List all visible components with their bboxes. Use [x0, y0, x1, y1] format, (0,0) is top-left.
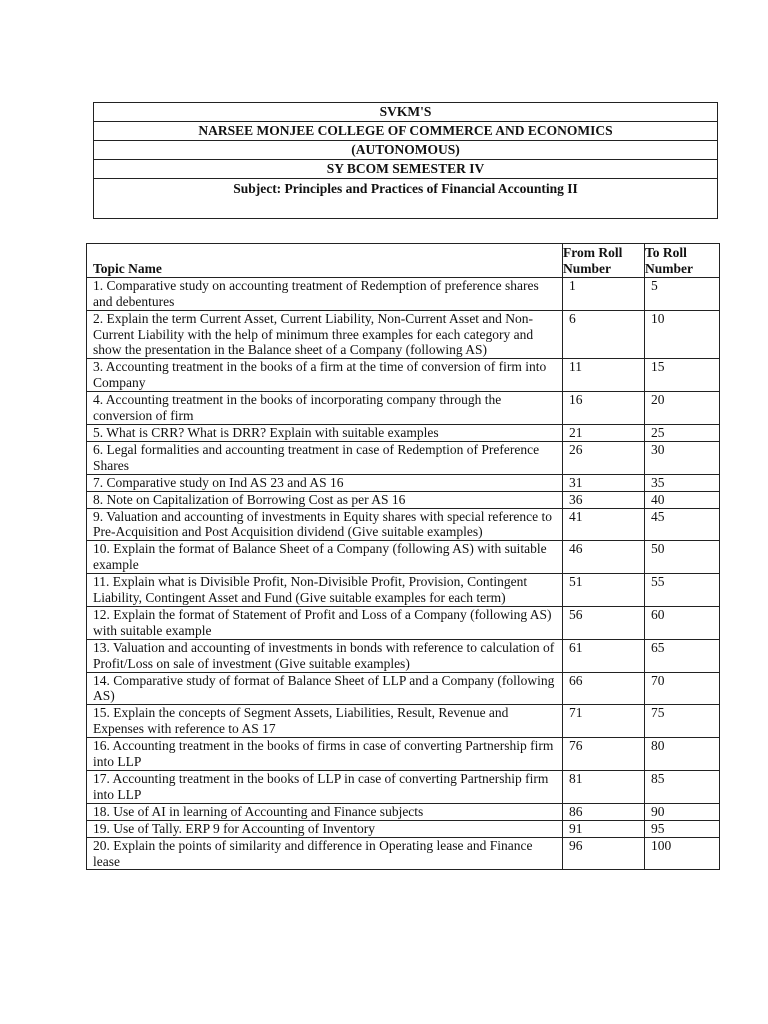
to-roll-cell: 85 [645, 771, 720, 804]
column-header-to-roll: To Roll Number [645, 244, 720, 278]
table-row [87, 310, 720, 359]
table-header-row [87, 244, 720, 278]
from-roll-cell: 51 [563, 574, 645, 607]
topic-cell: 11. Explain what is Divisible Profit, Non-Divisible Profit, Provision, Contingent Liability, Contingent Asset and Fund (Give suitable examples for each term) [87, 574, 563, 607]
table-row [87, 738, 720, 771]
table-row [87, 277, 720, 310]
header-row [94, 141, 718, 160]
from-roll-cell: 46 [563, 541, 645, 574]
topic-cell: 17. Accounting treatment in the books of LLP in case of converting Partnership firm into LLP [87, 771, 563, 804]
to-roll-cell: 15 [645, 359, 720, 392]
topic-cell: 4. Accounting treatment in the books of incorporating company through the conversion of firm [87, 392, 563, 425]
to-roll-cell: 25 [645, 424, 720, 441]
from-roll-cell: 36 [563, 491, 645, 508]
header-row [94, 103, 718, 122]
topic-cell: 7. Comparative study on Ind AS 23 and AS 16 [87, 474, 563, 491]
to-roll-cell: 10 [645, 310, 720, 359]
table-row [87, 639, 720, 672]
from-roll-cell: 91 [563, 820, 645, 837]
topic-cell: 13. Valuation and accounting of investments in bonds with reference to calculation of Profit/Loss on sale of investment (Give suitable examples) [87, 639, 563, 672]
table-row [87, 392, 720, 425]
topic-cell: 16. Accounting treatment in the books of firms in case of converting Partnership firm into LLP [87, 738, 563, 771]
to-roll-cell: 80 [645, 738, 720, 771]
table-row [87, 424, 720, 441]
topic-cell: 9. Valuation and accounting of investments in Equity shares with special reference to Pre-Acquisition and Post Acquisition dividend (Give suitable examples) [87, 508, 563, 541]
from-roll-cell: 86 [563, 803, 645, 820]
from-roll-cell: 61 [563, 639, 645, 672]
header-row [94, 179, 718, 219]
table-row [87, 803, 720, 820]
column-header-from-roll: From Roll Number [563, 244, 645, 278]
to-roll-cell: 95 [645, 820, 720, 837]
topic-cell: 8. Note on Capitalization of Borrowing Cost as per AS 16 [87, 491, 563, 508]
header-subject: Subject: Principles and Practices of Financial Accounting II [94, 179, 718, 219]
table-row [87, 771, 720, 804]
header-autonomous: (AUTONOMOUS) [94, 141, 718, 160]
topic-cell: 3. Accounting treatment in the books of a firm at the time of conversion of firm into Company [87, 359, 563, 392]
from-roll-cell: 26 [563, 441, 645, 474]
table-row [87, 606, 720, 639]
topic-cell: 12. Explain the format of Statement of Profit and Loss of a Company (following AS) with suitable example [87, 606, 563, 639]
topic-cell: 5. What is CRR? What is DRR? Explain with suitable examples [87, 424, 563, 441]
to-roll-cell: 30 [645, 441, 720, 474]
from-roll-cell: 66 [563, 672, 645, 705]
header-semester: SY BCOM SEMESTER IV [94, 160, 718, 179]
to-roll-cell: 40 [645, 491, 720, 508]
from-roll-cell: 76 [563, 738, 645, 771]
to-roll-cell: 35 [645, 474, 720, 491]
topic-cell: 15. Explain the concepts of Segment Assets, Liabilities, Result, Revenue and Expenses with reference to AS 17 [87, 705, 563, 738]
topic-cell: 14. Comparative study of format of Balance Sheet of LLP and a Company (following AS) [87, 672, 563, 705]
from-roll-cell: 41 [563, 508, 645, 541]
from-roll-cell: 71 [563, 705, 645, 738]
table-row [87, 474, 720, 491]
to-roll-cell: 45 [645, 508, 720, 541]
topic-rows [87, 277, 720, 870]
topic-cell: 18. Use of AI in learning of Accounting and Finance subjects [87, 803, 563, 820]
header-college-name: NARSEE MONJEE COLLEGE OF COMMERCE AND ECONOMICS [94, 122, 718, 141]
to-roll-cell: 20 [645, 392, 720, 425]
topic-cell: 1. Comparative study on accounting treatment of Redemption of preference shares and debentures [87, 277, 563, 310]
table-row [87, 441, 720, 474]
to-roll-cell: 90 [645, 803, 720, 820]
header-row [94, 160, 718, 179]
topic-cell: 6. Legal formalities and accounting treatment in case of Redemption of Preference Shares [87, 441, 563, 474]
from-roll-cell: 31 [563, 474, 645, 491]
to-roll-cell: 75 [645, 705, 720, 738]
table-row [87, 491, 720, 508]
table-row [87, 705, 720, 738]
to-roll-cell: 60 [645, 606, 720, 639]
from-roll-cell: 81 [563, 771, 645, 804]
header-row [94, 122, 718, 141]
table-row [87, 541, 720, 574]
topic-cell: 20. Explain the points of similarity and difference in Operating lease and Finance lease [87, 837, 563, 870]
to-roll-cell: 50 [645, 541, 720, 574]
table-row [87, 574, 720, 607]
from-roll-cell: 11 [563, 359, 645, 392]
table-row [87, 837, 720, 870]
to-roll-cell: 5 [645, 277, 720, 310]
topic-cell: 10. Explain the format of Balance Sheet of a Company (following AS) with suitable example [87, 541, 563, 574]
to-roll-cell: 65 [645, 639, 720, 672]
from-roll-cell: 6 [563, 310, 645, 359]
from-roll-cell: 96 [563, 837, 645, 870]
topic-cell: 2. Explain the term Current Asset, Current Liability, Non-Current Asset and Non-Current Liability with the help of minimum three examples for each category and show the presentation in the Balance sheet of a Company (following AS) [87, 310, 563, 359]
topic-cell: 19. Use of Tally. ERP 9 for Accounting of Inventory [87, 820, 563, 837]
from-roll-cell: 16 [563, 392, 645, 425]
topics-table [86, 243, 720, 870]
from-roll-cell: 1 [563, 277, 645, 310]
column-header-topic: Topic Name [87, 244, 563, 278]
to-roll-cell: 70 [645, 672, 720, 705]
college-header-table [93, 102, 718, 219]
table-row [87, 820, 720, 837]
from-roll-cell: 21 [563, 424, 645, 441]
table-row [87, 508, 720, 541]
table-row [87, 672, 720, 705]
table-row [87, 359, 720, 392]
to-roll-cell: 55 [645, 574, 720, 607]
to-roll-cell: 100 [645, 837, 720, 870]
header-line-svkm: SVKM'S [94, 103, 718, 122]
from-roll-cell: 56 [563, 606, 645, 639]
